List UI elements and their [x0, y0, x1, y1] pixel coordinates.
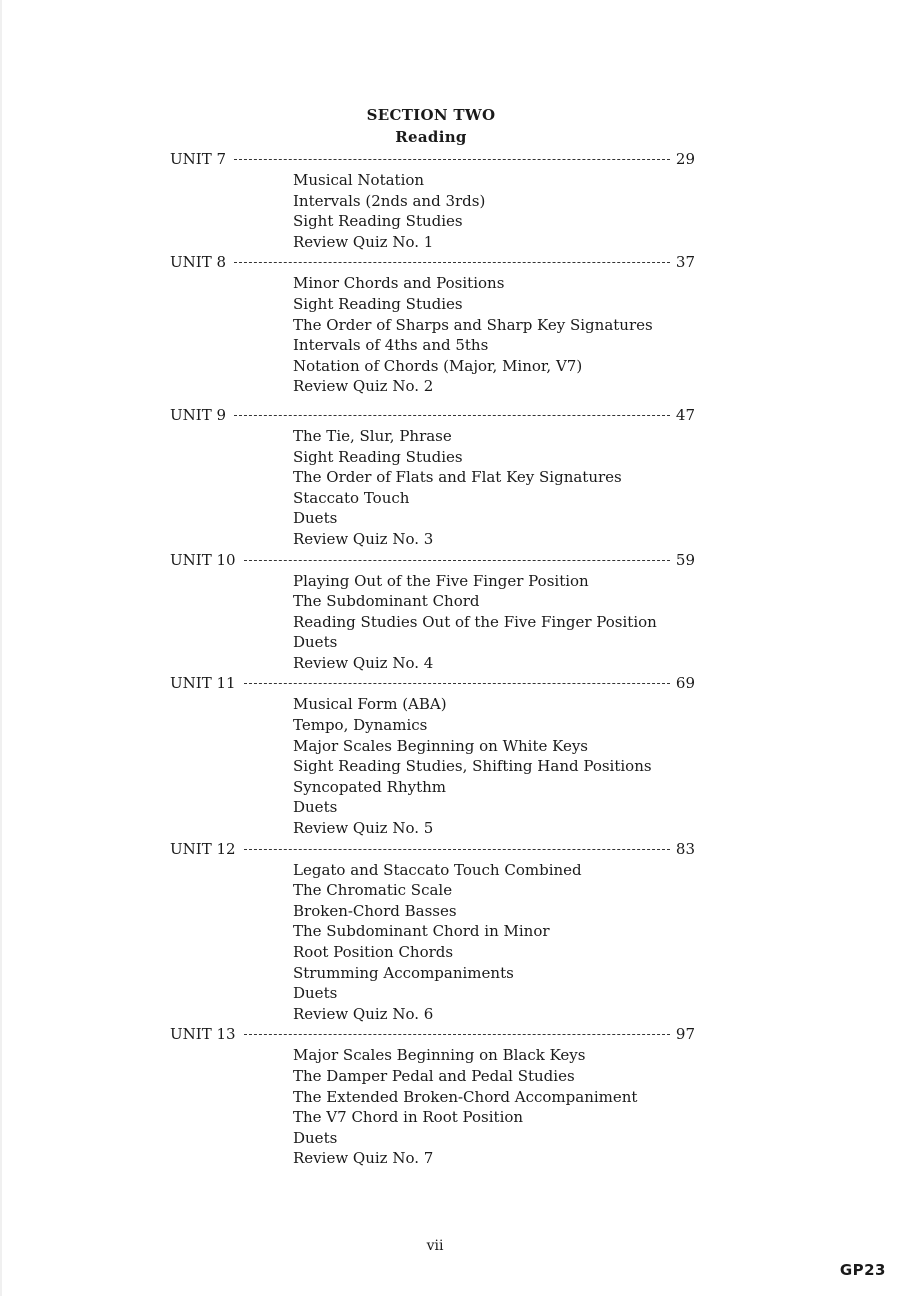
unit-label: UNIT 8 [170, 253, 227, 272]
topic-item: Duets [293, 1128, 338, 1147]
unit-page-number: 59 [675, 550, 695, 569]
topic-item: The Order of Flats and Flat Key Signatures [293, 468, 622, 487]
topic-item: Duets [293, 633, 338, 652]
topic-item: Musical Form (ABA) [293, 695, 447, 714]
dot-leader [234, 262, 670, 263]
toc-unit-10 [170, 550, 695, 674]
toc-unit-7 [170, 149, 695, 252]
topic-item: Strumming Accompaniments [293, 963, 514, 982]
topic-item: Intervals (2nds and 3rds) [293, 191, 486, 210]
unit-label: UNIT 7 [170, 150, 227, 168]
unit-heading-row[interactable] [170, 149, 695, 170]
unit-page-number: 83 [675, 839, 695, 858]
dot-leader [244, 560, 670, 561]
toc-unit-9 [170, 405, 695, 550]
unit-topics [170, 860, 695, 1025]
product-code: GP23 [839, 1261, 886, 1279]
unit-page-number: 29 [675, 150, 695, 168]
topic-item: Review Quiz No. 1 [293, 232, 434, 251]
topic-item: The Subdominant Chord in Minor [293, 922, 550, 941]
unit-heading-row[interactable] [170, 673, 695, 694]
topic-item: Broken-Chord Basses [293, 901, 457, 920]
topic-item: Review Quiz No. 2 [293, 377, 434, 396]
topic-item: Sight Reading Studies [293, 447, 463, 466]
unit-topics [170, 694, 695, 838]
topic-item: Sight Reading Studies [293, 294, 463, 313]
unit-label: UNIT 12 [170, 839, 236, 858]
unit-topics [170, 571, 695, 674]
topic-item: Duets [293, 798, 338, 817]
unit-label: UNIT 11 [170, 674, 236, 693]
unit-label: UNIT 10 [170, 550, 236, 569]
page-number: vii [426, 1238, 444, 1254]
unit-page-number: 37 [675, 253, 695, 272]
topic-item: The Chromatic Scale [293, 881, 453, 900]
unit-page-number: 47 [675, 405, 695, 424]
topic-item: Intervals of 4ths and 5ths [293, 336, 489, 355]
unit-heading-row[interactable] [170, 252, 695, 273]
topic-item: Review Quiz No. 5 [293, 819, 434, 838]
topic-item: Review Quiz No. 4 [293, 653, 434, 672]
section-title: SECTION TWO [366, 106, 496, 124]
table-of-contents [170, 149, 695, 1169]
section-subtitle: Reading [395, 128, 467, 146]
dot-leader [244, 849, 670, 850]
unit-topics [170, 273, 695, 397]
topic-item: Root Position Chords [293, 943, 454, 961]
topic-item: Review Quiz No. 6 [293, 1004, 434, 1023]
topic-item: Notation of Chords (Major, Minor, V7) [293, 356, 583, 375]
toc-unit-13 [170, 1024, 695, 1169]
topic-item: Sight Reading Studies [293, 212, 463, 231]
topic-item: Review Quiz No. 3 [293, 529, 434, 548]
topic-item: Tempo, Dynamics [293, 716, 428, 735]
topic-item: Syncopated Rhythm [293, 777, 447, 796]
page-edge [0, 0, 2, 1296]
topic-item: Minor Chords and Positions [293, 274, 505, 293]
unit-page-number: 69 [675, 674, 695, 693]
topic-item: Legato and Staccato Touch Combined [293, 860, 582, 879]
topic-item: Musical Notation [293, 171, 425, 189]
toc-unit-11 [170, 673, 695, 838]
unit-label: UNIT 13 [170, 1025, 236, 1044]
unit-heading-row[interactable] [170, 839, 695, 860]
unit-heading-row[interactable] [170, 550, 695, 571]
topic-item: Duets [293, 509, 338, 528]
unit-page-number: 97 [675, 1025, 695, 1044]
topic-item: Review Quiz No. 7 [293, 1149, 434, 1168]
toc-unit-12 [170, 839, 695, 1025]
dot-leader [234, 159, 670, 160]
topic-item: Reading Studies Out of the Five Finger Position [293, 612, 657, 631]
topic-item: Staccato Touch [293, 488, 410, 507]
unit-topics [170, 170, 695, 252]
topic-item: Major Scales Beginning on White Keys [293, 736, 588, 755]
toc-unit-8 [170, 252, 695, 397]
topic-item: The Subdominant Chord [293, 592, 480, 611]
topic-item: The Extended Broken-Chord Accompaniment [293, 1087, 638, 1106]
topic-item: The V7 Chord in Root Position [293, 1108, 524, 1127]
topic-item: The Tie, Slur, Phrase [293, 426, 452, 445]
unit-heading-row[interactable] [170, 405, 695, 426]
unit-topics [170, 426, 695, 550]
unit-heading-row[interactable] [170, 1024, 695, 1045]
unit-label: UNIT 9 [170, 405, 227, 424]
topic-item: Sight Reading Studies, Shifting Hand Positions [293, 757, 652, 776]
topic-item: Playing Out of the Five Finger Position [293, 571, 589, 590]
dot-leader [244, 683, 670, 684]
topic-item: The Damper Pedal and Pedal Studies [293, 1066, 575, 1085]
dot-leader [244, 1034, 670, 1035]
topic-item: Duets [293, 984, 338, 1003]
unit-topics [170, 1045, 695, 1169]
dot-leader [234, 415, 670, 416]
topic-item: Major Scales Beginning on Black Keys [293, 1046, 586, 1065]
topic-item: The Order of Sharps and Sharp Key Signatures [293, 315, 653, 334]
